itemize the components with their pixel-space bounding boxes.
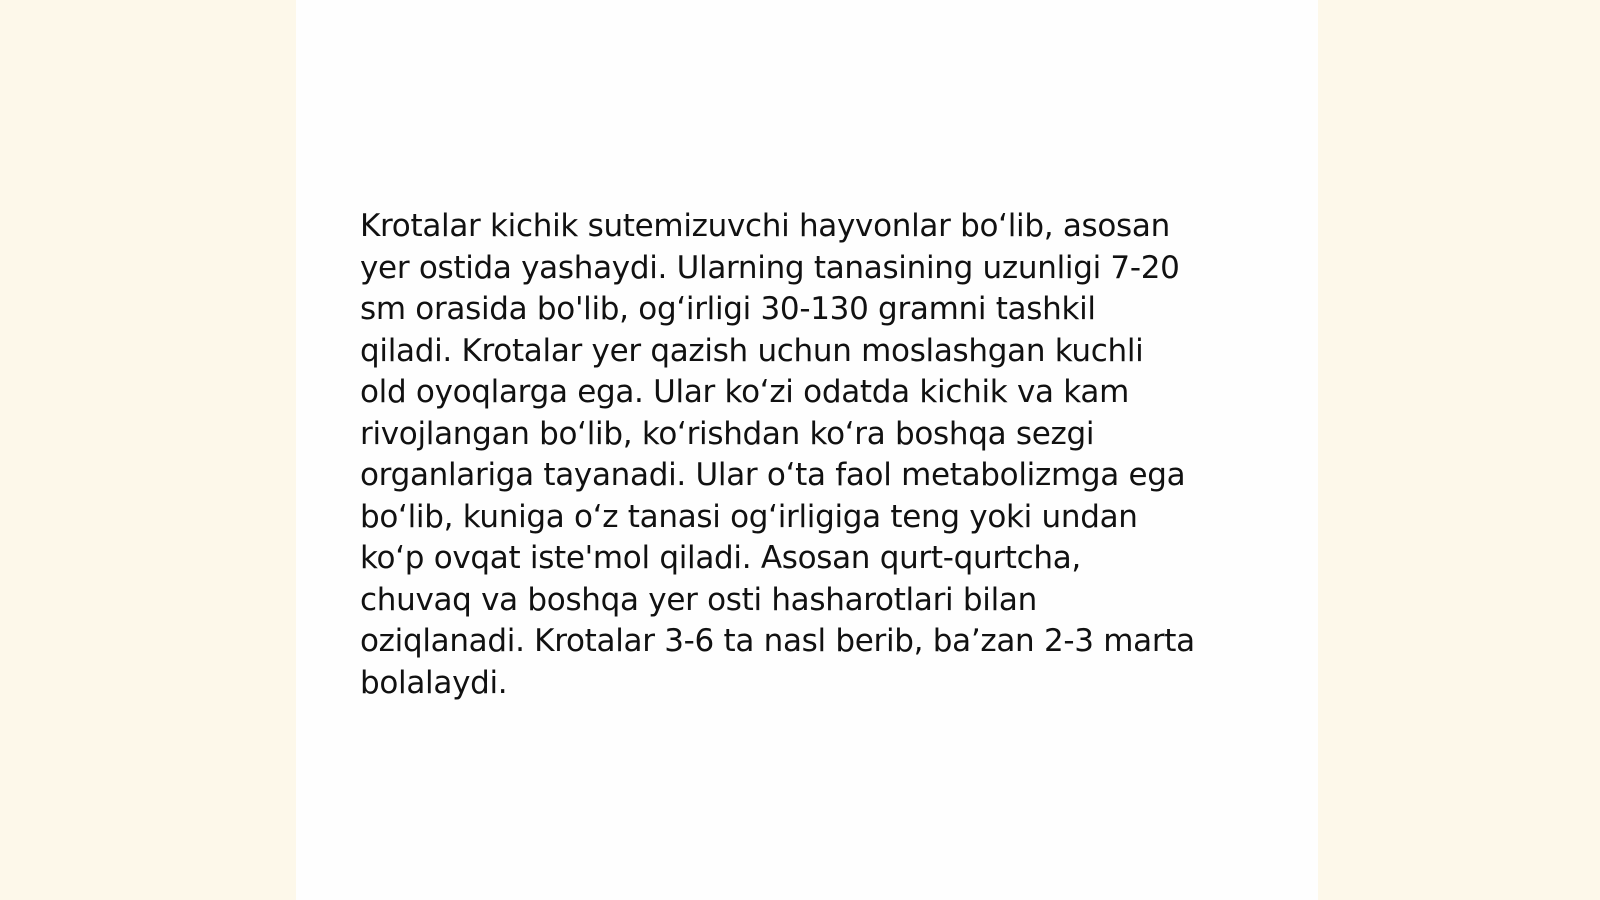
body-line: qiladi. Krotalar yer qazish uchun moslashgan kuchli [360,332,1144,369]
body-line: ko‘p ovqat iste'mol qiladi. Asosan qurt-qurtcha, [360,540,1081,576]
slide-body-text [360,206,1260,704]
body-line: old oyoqlarga ega. Ular ko‘zi odatda kichik va kam [360,374,1129,410]
body-line: bolalaydi. [360,664,508,701]
slide [296,0,1318,900]
body-line: yer ostida yashaydi. Ularning tanasining uzunligi 7-20 [360,249,1180,286]
body-line: Krotalar kichik sutemizuvchi hayvonlar bo‘lib, asosan [360,208,1170,244]
body-line: chuvaq va boshqa yer osti hasharotlari bilan [360,581,1037,618]
body-line: organlariga tayanadi. Ular o‘ta faol metabolizmga ega [360,457,1186,493]
body-line: bo‘lib, kuniga o‘z tanasi og‘irligiga teng yoki undan [360,498,1138,535]
body-line: sm orasida bo'lib, og‘irligi 30-130 gramni tashkil [360,291,1096,327]
body-line: oziqlanadi. Krotalar 3-6 ta nasl berib, ba’zan 2-3 marta [360,623,1195,659]
body-line: rivojlangan bo‘lib, ko‘rishdan ko‘ra boshqa sezgi [360,415,1095,452]
